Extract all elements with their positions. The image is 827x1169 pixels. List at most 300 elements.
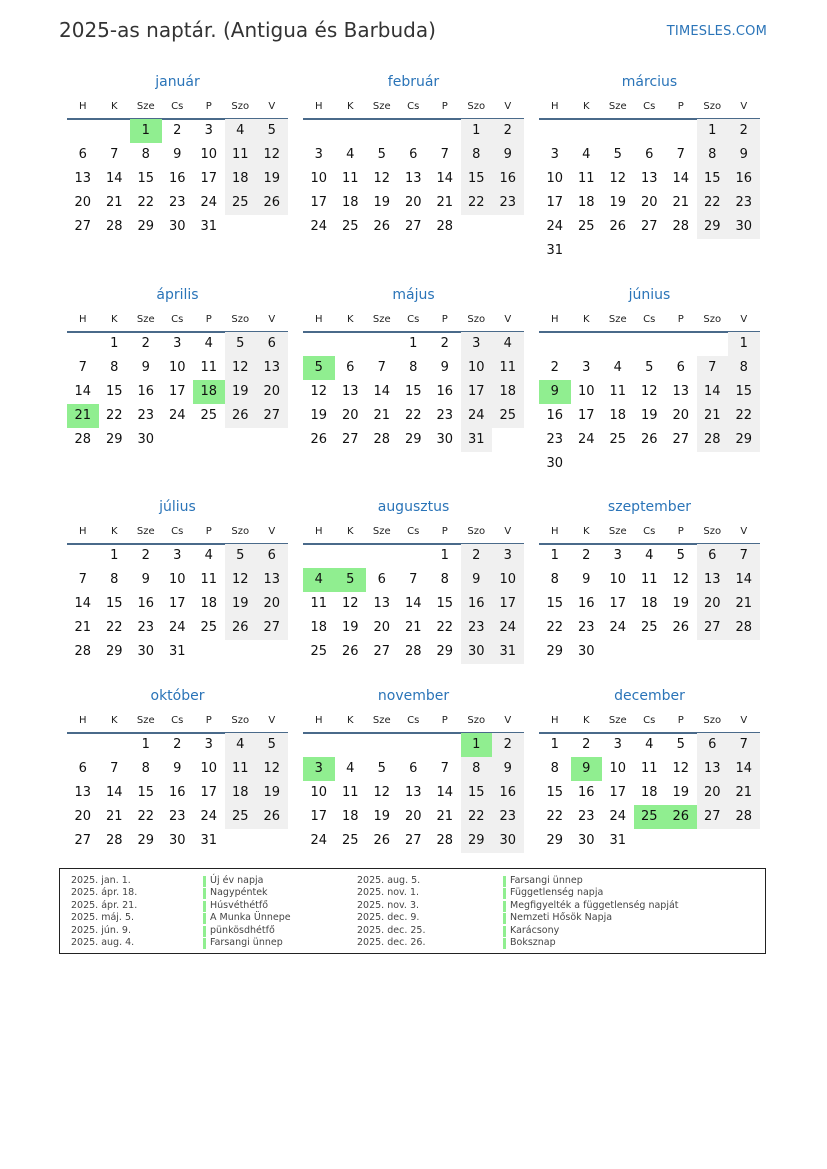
legend-marker — [503, 938, 506, 949]
weekday-label: Cs — [407, 101, 420, 112]
day-cell: 31 — [200, 219, 218, 234]
day-cell: 6 — [377, 572, 386, 587]
day-cell: 14 — [436, 171, 454, 186]
day-cell: 21 — [672, 195, 690, 210]
day-cell: 23 — [546, 432, 564, 447]
weekday-label: Szo — [231, 314, 250, 325]
day-cell: 27 — [697, 616, 729, 640]
day-cell: 19 — [609, 195, 627, 210]
weekday-label: Szo — [703, 526, 722, 537]
legend-marker — [503, 876, 506, 887]
month-name: november — [377, 688, 450, 704]
day-cell: 10 — [200, 761, 218, 776]
day-cell: 26 — [256, 191, 288, 215]
day-cell: 22 — [697, 191, 729, 215]
day-cell: 7 — [377, 360, 386, 375]
legend-date: 2025. jún. 9. — [71, 924, 132, 936]
day-cell: 2 — [440, 336, 449, 351]
weekday-label: Sze — [372, 715, 391, 726]
weekday-label: Cs — [407, 314, 420, 325]
day-cell: 17 — [310, 809, 328, 824]
day-cell: 15 — [137, 171, 155, 186]
day-cell: 20 — [341, 408, 359, 423]
day-cell: 24 — [577, 432, 595, 447]
day-cell: 12 — [672, 761, 690, 776]
day-cell: 11 — [640, 761, 658, 776]
day-cell: 13 — [341, 384, 359, 399]
day-cell: 4 — [582, 147, 591, 162]
day-cell: 15 — [436, 596, 454, 611]
legend-holiday-name: pünkösdhétfő — [210, 924, 275, 936]
holiday-day-cell: 18 — [193, 380, 225, 404]
weekday-label: K — [582, 526, 590, 537]
day-cell: 18 — [609, 408, 627, 423]
day-cell: 20 — [697, 592, 729, 616]
weekday-label: Sze — [608, 101, 627, 112]
day-cell: 19 — [225, 380, 257, 404]
day-cell: 7 — [440, 761, 449, 776]
day-cell: 14 — [728, 568, 760, 592]
day-cell: 11 — [492, 356, 524, 380]
weekday-label: K — [110, 715, 118, 726]
weekday-label: Cs — [643, 314, 656, 325]
weekday-label: Cs — [643, 526, 656, 537]
day-cell: 17 — [546, 195, 564, 210]
weekday-label: P — [441, 526, 448, 537]
day-cell: 6 — [256, 332, 288, 356]
day-cell: 20 — [640, 195, 658, 210]
weekday-label: V — [504, 715, 512, 726]
day-cell: 16 — [461, 592, 493, 616]
day-cell: 20 — [256, 592, 288, 616]
day-cell: 6 — [346, 360, 355, 375]
day-cell: 23 — [168, 809, 186, 824]
day-cell: 17 — [492, 592, 524, 616]
day-cell: 24 — [200, 809, 218, 824]
weekday-label: V — [268, 101, 276, 112]
day-cell: 18 — [577, 195, 595, 210]
day-cell: 1 — [728, 332, 760, 356]
weekday-label: H — [78, 715, 87, 726]
holiday-day-cell: 5 — [303, 356, 335, 380]
day-cell: 31 — [609, 833, 627, 848]
day-cell: 16 — [577, 785, 595, 800]
day-cell: 28 — [436, 219, 454, 234]
day-cell: 7 — [110, 147, 119, 162]
weekday-label: Szo — [467, 314, 486, 325]
day-cell: 1 — [110, 336, 119, 351]
day-cell: 26 — [225, 616, 257, 640]
day-cell: 12 — [640, 384, 658, 399]
day-cell: 25 — [640, 620, 658, 635]
day-cell: 26 — [373, 833, 391, 848]
day-cell: 9 — [173, 147, 182, 162]
day-cell: 4 — [613, 360, 622, 375]
day-cell: 5 — [676, 737, 685, 752]
day-cell: 19 — [373, 195, 391, 210]
day-cell: 23 — [461, 616, 493, 640]
day-cell: 8 — [461, 143, 493, 167]
day-cell: 29 — [697, 215, 729, 239]
day-cell: 21 — [436, 195, 454, 210]
day-cell: 26 — [373, 219, 391, 234]
day-cell: 22 — [546, 809, 564, 824]
day-cell: 26 — [341, 644, 359, 659]
day-cell: 10 — [461, 356, 493, 380]
weekday-label: H — [314, 715, 323, 726]
weekday-label: Sze — [136, 101, 155, 112]
day-cell: 25 — [200, 620, 218, 635]
day-cell: 20 — [404, 195, 422, 210]
day-cell: 11 — [577, 171, 595, 186]
day-cell: 7 — [78, 360, 87, 375]
day-cell: 9 — [461, 568, 493, 592]
day-cell: 29 — [137, 219, 155, 234]
day-cell: 21 — [728, 781, 760, 805]
day-cell: 1 — [550, 548, 559, 563]
day-cell: 1 — [141, 737, 150, 752]
day-cell: 23 — [577, 809, 595, 824]
day-cell: 14 — [436, 785, 454, 800]
weekday-label: Cs — [171, 314, 184, 325]
day-cell: 6 — [697, 733, 729, 757]
day-cell: 30 — [436, 432, 454, 447]
day-cell: 19 — [225, 592, 257, 616]
legend-holiday-name: Farsangi ünnep — [510, 875, 583, 886]
day-cell: 20 — [74, 195, 92, 210]
day-cell: 12 — [225, 568, 257, 592]
weekday-label: Cs — [407, 526, 420, 537]
day-cell: 22 — [728, 404, 760, 428]
day-cell: 5 — [613, 147, 622, 162]
day-cell: 16 — [137, 384, 155, 399]
weekday-label: P — [441, 314, 448, 325]
day-cell: 2 — [582, 548, 591, 563]
day-cell: 6 — [78, 147, 87, 162]
day-cell: 19 — [373, 809, 391, 824]
weekday-label: P — [677, 526, 684, 537]
day-cell: 4 — [645, 548, 654, 563]
day-cell: 29 — [105, 432, 123, 447]
day-cell: 30 — [168, 219, 186, 234]
weekday-label: P — [677, 715, 684, 726]
day-cell: 27 — [74, 833, 92, 848]
weekday-label: K — [582, 715, 590, 726]
day-cell: 25 — [225, 805, 257, 829]
day-cell: 23 — [436, 408, 454, 423]
legend-marker — [203, 938, 206, 949]
day-cell: 16 — [492, 781, 524, 805]
day-cell: 23 — [577, 620, 595, 635]
day-cell: 27 — [373, 644, 391, 659]
day-cell: 28 — [105, 219, 123, 234]
day-cell: 6 — [256, 544, 288, 568]
day-cell: 26 — [310, 432, 328, 447]
day-cell: 16 — [436, 384, 454, 399]
day-cell: 22 — [461, 191, 493, 215]
day-cell: 4 — [225, 733, 257, 757]
day-cell: 10 — [168, 572, 186, 587]
day-cell: 29 — [105, 644, 123, 659]
weekday-label: H — [550, 314, 559, 325]
day-cell: 22 — [137, 809, 155, 824]
day-cell: 15 — [461, 781, 493, 805]
day-cell: 24 — [168, 620, 186, 635]
day-cell: 9 — [582, 572, 591, 587]
day-cell: 30 — [577, 833, 595, 848]
day-cell: 8 — [461, 757, 493, 781]
day-cell: 19 — [640, 408, 658, 423]
day-cell: 2 — [141, 336, 150, 351]
legend-date: 2025. ápr. 18. — [71, 887, 138, 899]
day-cell: 3 — [204, 123, 213, 138]
day-cell: 10 — [492, 568, 524, 592]
day-cell: 15 — [546, 785, 564, 800]
weekday-label: Sze — [608, 314, 627, 325]
day-cell: 24 — [310, 833, 328, 848]
day-cell: 28 — [728, 616, 760, 640]
day-cell: 13 — [74, 785, 92, 800]
day-cell: 19 — [256, 167, 288, 191]
day-cell: 17 — [168, 384, 186, 399]
day-cell: 22 — [105, 620, 123, 635]
day-cell: 21 — [728, 592, 760, 616]
day-cell: 20 — [404, 809, 422, 824]
holiday-day-cell: 9 — [539, 380, 571, 404]
day-cell: 18 — [640, 785, 658, 800]
legend-date: 2025. aug. 4. — [71, 937, 135, 948]
day-cell: 22 — [105, 408, 123, 423]
day-cell: 25 — [200, 408, 218, 423]
day-cell: 17 — [168, 596, 186, 611]
day-cell: 19 — [672, 596, 690, 611]
day-cell: 9 — [173, 761, 182, 776]
day-cell: 12 — [609, 171, 627, 186]
day-cell: 18 — [640, 596, 658, 611]
weekday-label: Cs — [171, 715, 184, 726]
legend-holiday-name: Új év napja — [210, 875, 264, 886]
day-cell: 3 — [204, 737, 213, 752]
day-cell: 4 — [492, 332, 524, 356]
day-cell: 28 — [672, 219, 690, 234]
weekday-label: V — [504, 526, 512, 537]
day-cell: 13 — [697, 757, 729, 781]
day-cell: 3 — [582, 360, 591, 375]
weekday-label: Sze — [608, 715, 627, 726]
day-cell: 30 — [577, 644, 595, 659]
day-cell: 23 — [168, 195, 186, 210]
weekday-label: Sze — [372, 101, 391, 112]
day-cell: 28 — [74, 432, 92, 447]
day-cell: 4 — [225, 119, 257, 143]
day-cell: 31 — [546, 243, 564, 258]
day-cell: 5 — [256, 119, 288, 143]
day-cell: 4 — [645, 737, 654, 752]
day-cell: 18 — [310, 620, 328, 635]
day-cell: 20 — [256, 380, 288, 404]
weekday-label: P — [441, 715, 448, 726]
legend-holiday-name: Karácsony — [510, 924, 560, 936]
day-cell: 7 — [409, 572, 418, 587]
weekday-label: H — [314, 101, 323, 112]
day-cell: 11 — [310, 596, 328, 611]
day-cell: 22 — [404, 408, 422, 423]
weekday-label: Szo — [467, 715, 486, 726]
day-cell: 3 — [613, 548, 622, 563]
weekday-label: Szo — [703, 715, 722, 726]
weekday-label: Sze — [136, 314, 155, 325]
day-cell: 14 — [105, 171, 123, 186]
day-cell: 7 — [676, 147, 685, 162]
day-cell: 8 — [728, 356, 760, 380]
legend-marker — [203, 913, 206, 924]
day-cell: 31 — [200, 833, 218, 848]
holiday-day-cell: 4 — [303, 568, 335, 592]
day-cell: 28 — [404, 644, 422, 659]
day-cell: 2 — [173, 123, 182, 138]
day-cell: 25 — [341, 219, 359, 234]
day-cell: 29 — [404, 432, 422, 447]
day-cell: 27 — [640, 219, 658, 234]
day-cell: 27 — [404, 833, 422, 848]
day-cell: 14 — [74, 596, 92, 611]
day-cell: 13 — [373, 596, 391, 611]
legend-holiday-name: A Munka Ünnepe — [210, 912, 291, 924]
day-cell: 23 — [137, 408, 155, 423]
weekday-label: P — [677, 101, 684, 112]
day-cell: 20 — [373, 620, 391, 635]
legend-marker — [503, 913, 506, 924]
weekday-label: V — [504, 101, 512, 112]
day-cell: 10 — [609, 572, 627, 587]
day-cell: 15 — [105, 596, 123, 611]
day-cell: 3 — [613, 737, 622, 752]
day-cell: 6 — [78, 761, 87, 776]
day-cell: 21 — [373, 408, 391, 423]
day-cell: 5 — [256, 733, 288, 757]
legend-marker — [203, 888, 206, 899]
day-cell: 17 — [609, 785, 627, 800]
day-cell: 20 — [672, 408, 690, 423]
day-cell: 11 — [200, 360, 218, 375]
day-cell: 12 — [373, 785, 391, 800]
day-cell: 7 — [78, 572, 87, 587]
weekday-label: P — [441, 101, 448, 112]
day-cell: 18 — [200, 596, 218, 611]
day-cell: 29 — [137, 833, 155, 848]
month-name: szeptember — [607, 499, 692, 515]
day-cell: 1 — [409, 336, 418, 351]
day-cell: 23 — [492, 191, 524, 215]
day-cell: 11 — [341, 785, 359, 800]
weekday-label: P — [205, 314, 212, 325]
day-cell: 17 — [200, 171, 218, 186]
day-cell: 5 — [645, 360, 654, 375]
day-cell: 27 — [697, 805, 729, 829]
day-cell: 2 — [141, 548, 150, 563]
day-cell: 22 — [461, 805, 493, 829]
day-cell: 29 — [728, 428, 760, 452]
day-cell: 28 — [373, 432, 391, 447]
day-cell: 8 — [409, 360, 418, 375]
weekday-label: V — [740, 314, 748, 325]
legend-date: 2025. máj. 5. — [71, 912, 135, 924]
brand-link[interactable]: TIMESLES.COM — [666, 24, 767, 39]
day-cell: 6 — [676, 360, 685, 375]
day-cell: 13 — [404, 171, 422, 186]
weekday-label: V — [740, 715, 748, 726]
holiday-day-cell: 1 — [130, 119, 162, 143]
day-cell: 15 — [137, 785, 155, 800]
day-cell: 6 — [409, 761, 418, 776]
day-cell: 10 — [310, 785, 328, 800]
day-cell: 14 — [697, 380, 729, 404]
day-cell: 2 — [492, 733, 524, 757]
weekday-label: V — [268, 314, 276, 325]
day-cell: 3 — [461, 332, 493, 356]
day-cell: 8 — [440, 572, 449, 587]
day-cell: 14 — [404, 596, 422, 611]
day-cell: 11 — [225, 143, 257, 167]
holiday-legend — [59, 868, 766, 954]
day-cell: 18 — [225, 781, 257, 805]
weekday-label: P — [205, 526, 212, 537]
day-cell: 17 — [310, 195, 328, 210]
day-cell: 21 — [105, 195, 123, 210]
day-cell: 19 — [310, 408, 328, 423]
legend-marker — [203, 901, 206, 912]
day-cell: 22 — [137, 195, 155, 210]
day-cell: 27 — [256, 404, 288, 428]
day-cell: 12 — [310, 384, 328, 399]
legend-holiday-name: Függetlenség napja — [510, 887, 604, 899]
day-cell: 7 — [728, 733, 760, 757]
day-cell: 16 — [492, 167, 524, 191]
month-name: július — [159, 499, 196, 515]
weekday-label: V — [268, 526, 276, 537]
day-cell: 28 — [105, 833, 123, 848]
month-name: január — [155, 74, 200, 90]
weekday-label: Cs — [643, 715, 656, 726]
legend-holiday-name: Megfigyelték a függetlenség napját — [510, 899, 679, 911]
legend-marker — [203, 926, 206, 937]
day-cell: 16 — [137, 596, 155, 611]
day-cell: 14 — [672, 171, 690, 186]
day-cell: 5 — [377, 147, 386, 162]
day-cell: 13 — [256, 356, 288, 380]
legend-marker — [203, 876, 206, 887]
day-cell: 6 — [697, 544, 729, 568]
day-cell: 31 — [492, 640, 524, 664]
day-cell: 29 — [461, 829, 493, 853]
month-name: október — [150, 688, 205, 704]
day-cell: 14 — [105, 785, 123, 800]
day-cell: 17 — [577, 408, 595, 423]
legend-date: 2025. dec. 9. — [357, 912, 420, 924]
day-cell: 16 — [168, 171, 186, 186]
day-cell: 20 — [697, 781, 729, 805]
day-cell: 27 — [341, 432, 359, 447]
day-cell: 24 — [168, 408, 186, 423]
day-cell: 19 — [256, 781, 288, 805]
legend-date: 2025. jan. 1. — [71, 875, 131, 886]
day-cell: 29 — [436, 644, 454, 659]
day-cell: 18 — [341, 809, 359, 824]
weekday-label: Szo — [467, 101, 486, 112]
holiday-day-cell: 1 — [461, 733, 493, 757]
day-cell: 13 — [640, 171, 658, 186]
day-cell: 16 — [168, 785, 186, 800]
